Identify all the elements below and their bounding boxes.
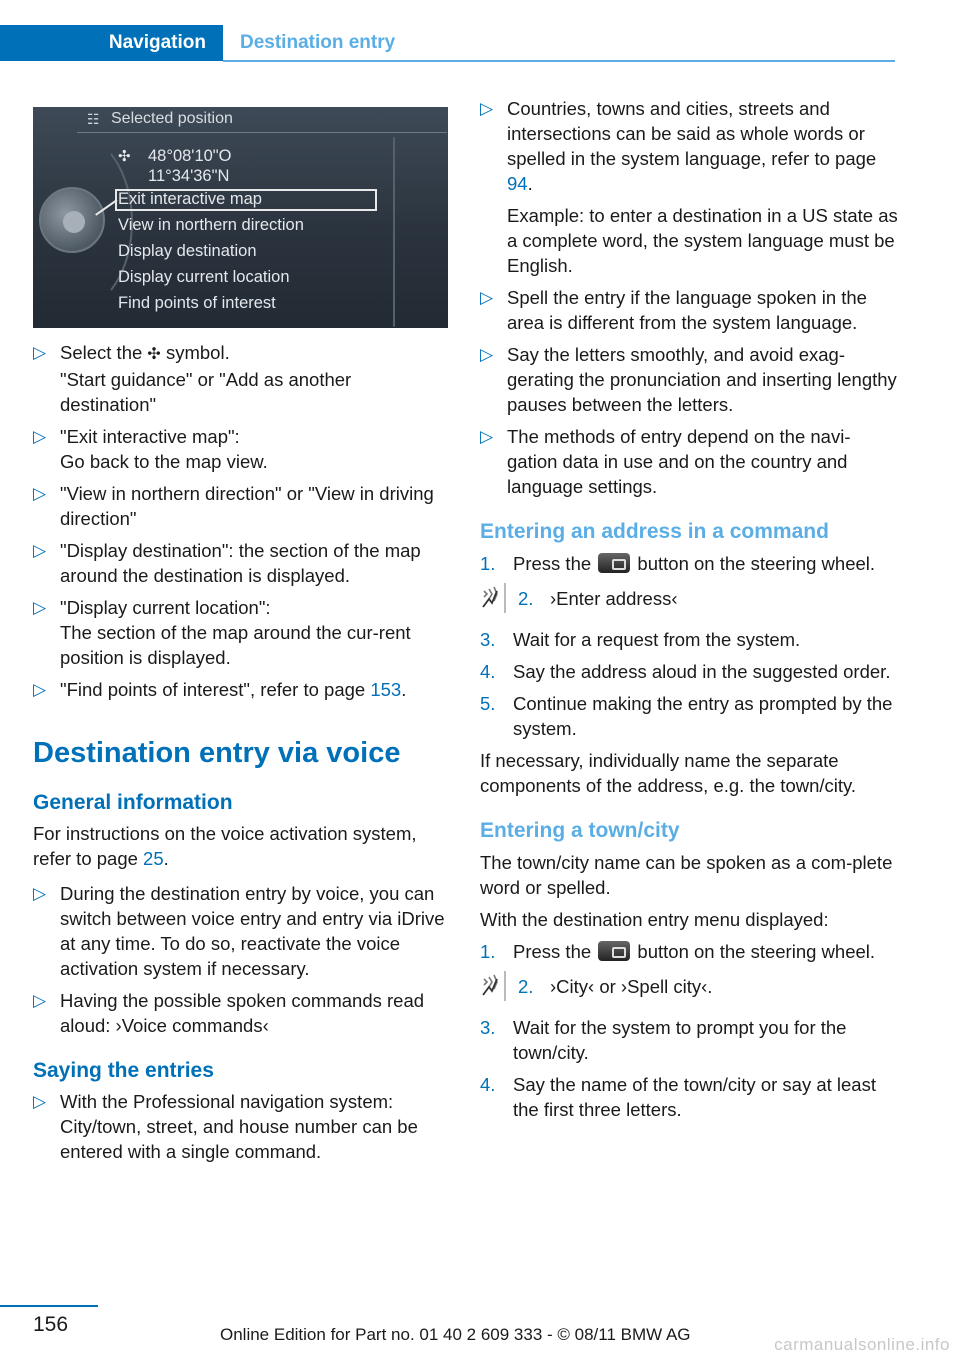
screen-menu-item: Display current location [118,268,290,286]
list-item: ▷ During the destination entry by voice, you can switch between voice entry and entry via iDrive at any time. To do so, reactivate the voice activation system if necessary. [33,883,445,979]
list-item: ▷ Countries, towns and cities, streets and intersections can be said as whole words or spelled in the system language, refer to page 94. Example: to enter a destination in a US state as a complete word, the system language must be English. [480,96,900,278]
list-item: ▷ "Display destination": the section of the map around the destination is displayed. [33,540,421,586]
step-item: 4. Say the name of the town/city or say at least the first three letters. [480,1074,876,1120]
bullet-marker: ▷ [480,345,494,364]
bullet-marker: ▷ [480,99,494,118]
step-item: 3. Wait for a request from the system. [480,629,801,650]
controller-knob-icon [39,187,105,253]
bullet-marker: ▷ [33,484,47,503]
list-item: ▷ Select the ✣ symbol. "Start guidance" or "Add as another destination" [33,342,352,415]
bullet-marker: ▷ [480,288,494,307]
step-item: 1. Press the button on the steering wheel. [480,553,876,574]
list-item: ▷ "View in northern direction" or "View in driving direction" [33,483,434,529]
page-link[interactable]: 153 [370,679,402,700]
list-item: ▷ "Exit interactive map": Go back to the map view. [33,426,268,472]
bullet-marker: ▷ [33,427,47,446]
edition-footer: Online Edition for Part no. 01 40 2 609 333 - © 08/11 BMW AG [220,1325,691,1344]
step-item: 5. Continue making the entry as prompted by the system. [480,693,893,739]
paragraph: With the destination entry menu displayed: [480,909,829,930]
screen-title: Selected position [111,110,233,127]
voice-command-icon [480,583,506,613]
paragraph: The town/city name can be spoken as a com-plete word or spelled. [480,852,893,898]
page-link[interactable]: 94 [507,173,528,194]
crosshair-icon: ✣ [147,346,161,363]
screen-menu-item: View in northern direction [118,216,304,234]
list-item: ▷ Say the letters smoothly, and avoid exag-gerating the pronunciation and inserting lengthy pauses between the letters. [480,344,897,415]
voice-command-step: 2. ›City‹ or ›Spell city‹. [480,971,900,1003]
voice-button-icon [598,553,630,573]
left-column [33,340,451,1171]
right-column [480,96,900,1129]
idrive-screen-image [33,107,448,328]
bullet-marker: ▷ [33,991,47,1010]
list-item: ▷ The methods of entry depend on the navi-gation data in use and on the country and language settings. [480,426,851,497]
bullet-marker: ▷ [33,343,47,362]
step-item: 4. Say the address aloud in the suggested order. [480,661,891,682]
list-item: ▷ "Find points of interest", refer to page 153. [33,679,407,700]
list-item: ▷ "Display current location": The section of the map around the cur-rent position is displayed. [33,597,411,668]
example-text: Example: to enter a destination in a US state as a complete word, the system language must be English. [507,205,898,276]
page-number-rule [0,1305,98,1307]
section-heading: Destination entry via voice [33,737,401,769]
screen-coord-lat: 48°08'10"O [148,147,232,165]
page-number: 156 [33,1313,69,1336]
screen-divider [77,132,447,133]
watermark: carmanualsonline.info [774,1335,950,1354]
bullet-marker: ▷ [480,427,494,446]
bullet-marker: ▷ [33,680,47,699]
list-item: ▷ Having the possible spoken commands read aloud: ›Voice commands‹ [33,990,425,1036]
paragraph: For instructions on the voice activation system, refer to page 25. [33,823,417,869]
voice-command-step: 2. ›Enter address‹ [480,583,900,615]
bullet-marker: ▷ [33,541,47,560]
header-rule [223,60,895,62]
bullet-marker: ▷ [33,1092,47,1111]
subsection-heading: General information [33,791,233,814]
header-section-tab[interactable] [0,25,223,61]
header-breadcrumb[interactable]: Destination entry [240,32,396,53]
screen-menu-item: Display destination [118,242,257,260]
paragraph: If necessary, individually name the separate components of the address, e.g. the town/city. [480,750,857,796]
step-item: 1. Press the button on the steering wheel. [480,941,876,962]
header-section-label: Navigation [108,32,206,53]
subsection-heading: Saying the entries [33,1059,214,1082]
voice-button-icon [598,941,630,961]
map-icon: ☷ [87,111,100,127]
bullet-marker: ▷ [33,598,47,617]
page-link[interactable]: 25 [143,848,164,869]
screen-menu-item: Find points of interest [118,294,276,312]
screen-coord-lon: 11°34'36"N [148,167,230,185]
crosshair-icon: ✣ [118,148,131,165]
list-item: ▷ Spell the entry if the language spoken in the area is different from the system language. [480,287,867,333]
list-item: ▷ With the Professional navigation system: City/town, street, and house number can be entered with a single command. [33,1091,418,1162]
bullet-marker: ▷ [33,884,47,903]
screen-scrollbar [393,137,395,327]
screen-menu-item: Exit interactive map [118,190,262,208]
subsection-heading: Entering a town/city [480,819,680,842]
subsection-heading: Entering an address in a command [480,520,829,543]
step-item: 3. Wait for the system to prompt you for the town/city. [480,1017,847,1063]
voice-command-icon [480,971,506,1001]
